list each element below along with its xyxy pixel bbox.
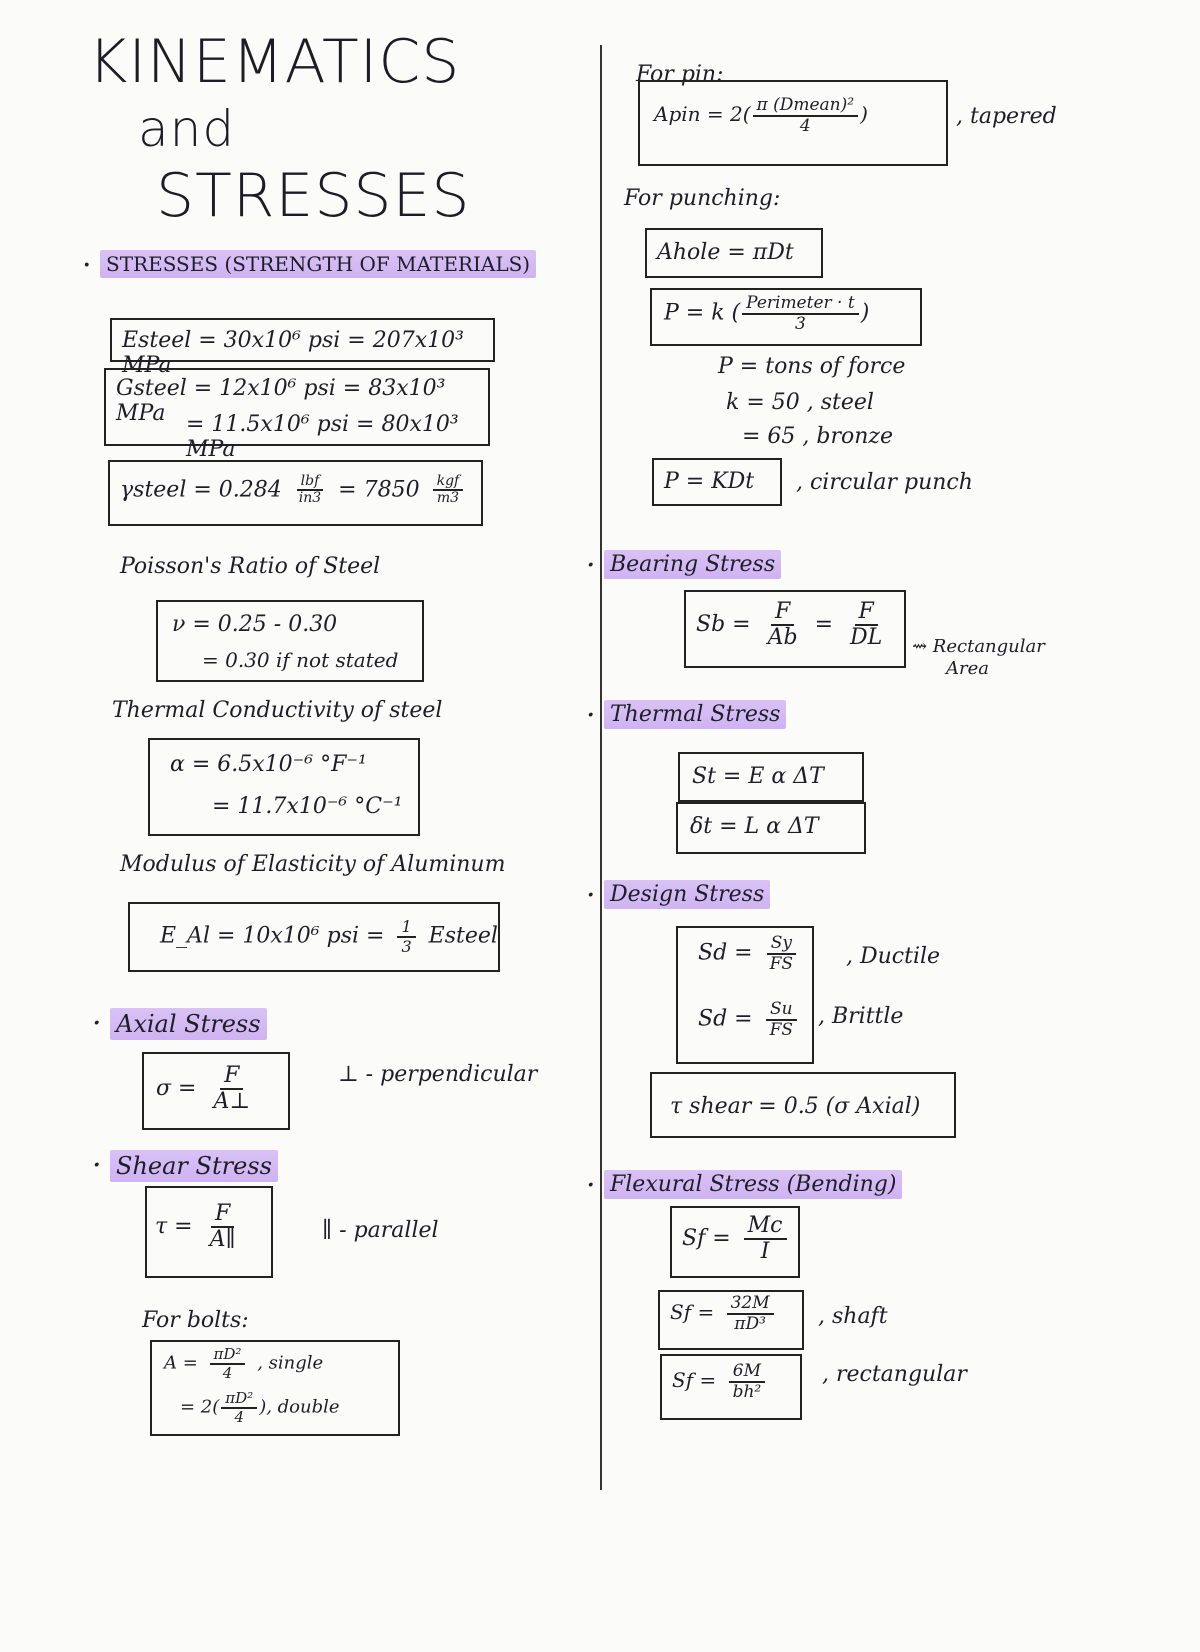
gamma-steel-text: γsteel = 0.284 $\frac{\text{lbf}}{in3}$ = 7850 $\frac{\text{kgf}}{m3}$ xyxy=(120,474,469,507)
modulus-label: Modulus of Elasticity of Aluminum xyxy=(120,852,506,877)
flex-2-box xyxy=(658,1290,804,1350)
bearing-box xyxy=(684,590,906,668)
thermal-dt-box xyxy=(676,802,866,854)
p-box xyxy=(650,288,922,346)
flex-3-box xyxy=(660,1354,802,1420)
bearing-heading: · Bearing Stress xyxy=(604,552,781,577)
pin-label: For pin: xyxy=(636,62,724,87)
g-steel-text-2: = 11.5x10⁶ psi = 80x10³ MPa xyxy=(186,412,459,462)
g-steel-text-1: Gsteel = 12x10⁶ psi = 83x10³ MPa xyxy=(116,376,446,426)
thermal-dt-text: δt = L α ΔT xyxy=(690,814,819,839)
design-box xyxy=(676,926,814,1064)
bearing-note-2: Area xyxy=(946,658,989,679)
bolts-box xyxy=(150,1340,400,1436)
design-note-ductile: , Ductile xyxy=(846,944,941,969)
axial-box xyxy=(142,1052,290,1130)
poisson-text-1: ν = 0.25 - 0.30 xyxy=(172,612,338,637)
gamma-steel-box xyxy=(108,460,483,526)
p-def-2: k = 50 , steel xyxy=(726,390,874,415)
flex-3-formula: Sf = $\frac{6M}{\text{bh²}}$ xyxy=(672,1362,771,1401)
bearing-note-1: ⇝ Rectangular xyxy=(912,636,1045,657)
pin-formula: Apin = 2( $\frac{\text{π (Dmean)²}}{4}$ ) xyxy=(654,95,868,136)
axial-heading: · Axial Stress xyxy=(110,1010,267,1038)
thermal-text-2: = 11.7x10⁻⁶ °C⁻¹ xyxy=(212,794,403,819)
flex-1-formula: Sf = $\frac{Mc}{I}$ xyxy=(682,1214,793,1264)
e-steel-text: Esteel = 30x10⁶ psi = 207x10³ MPa xyxy=(122,328,464,378)
thermal-stress-heading: · Thermal Stress xyxy=(604,702,786,727)
thermal-st-box xyxy=(678,752,864,802)
thermal-st-text: St = E α ΔT xyxy=(692,764,824,789)
poisson-text-2: = 0.30 if not stated xyxy=(202,648,399,672)
shear-design-text: τ shear = 0.5 (σ Axial) xyxy=(670,1094,921,1119)
shear-note: ∥ - parallel xyxy=(322,1218,439,1243)
title-line2: STRESSES xyxy=(156,161,471,231)
shear-box xyxy=(145,1186,273,1278)
design-stress-heading: · Design Stress xyxy=(604,882,770,907)
thermal-label: Thermal Conductivity of steel xyxy=(112,698,443,723)
poisson-label: Poisson's Ratio of Steel xyxy=(120,554,381,579)
column-divider xyxy=(600,45,602,1490)
bolts-label: For bolts: xyxy=(142,1308,249,1333)
a-hole-box xyxy=(645,228,823,278)
p-circ-text: P = KDt xyxy=(664,469,755,494)
p-circ-box xyxy=(652,458,782,506)
e-steel-box xyxy=(110,318,495,378)
page-title xyxy=(88,27,518,231)
shear-heading: · Shear Stress xyxy=(110,1152,278,1180)
a-hole-text: Ahole = πDt xyxy=(657,240,794,265)
modulus-text: E_Al = 10x10⁶ psi = $\frac{1}{3}$ Esteel xyxy=(160,917,498,956)
shear-design-box xyxy=(650,1072,956,1138)
thermal-box xyxy=(148,738,420,836)
axial-formula: σ = $\frac{F}{A\perp}$ xyxy=(156,1063,251,1115)
title-line1: KINEMATICS xyxy=(88,27,461,97)
axial-note: ⊥ - perpendicular xyxy=(338,1062,538,1087)
title-and: and xyxy=(138,100,236,158)
design-note-brittle: , Brittle xyxy=(818,1004,904,1029)
shear-formula: τ = $\frac{F}{A\parallel}$ xyxy=(155,1201,236,1253)
g-steel-box xyxy=(104,368,490,462)
poisson-box xyxy=(156,600,424,682)
flex-1-box xyxy=(670,1206,800,1278)
p-def-1: P = tons of force xyxy=(718,354,906,379)
flex-2-formula: Sf = $\frac{32M}{\text{πD³}}$ xyxy=(670,1294,780,1333)
thermal-text-1: α = 6.5x10⁻⁶ °F⁻¹ xyxy=(170,752,367,777)
bolts-formula-2: = 2( $\frac{\text{πD²}}{4}$ ), double xyxy=(180,1389,340,1426)
flex-2-note: , shaft xyxy=(818,1304,888,1329)
flex-3-note: , rectangular xyxy=(822,1362,967,1387)
p-def-3: = 65 , bronze xyxy=(742,424,894,449)
p-circ-note: , circular punch xyxy=(796,470,973,495)
design-formula-2: Sd = $\frac{Su}{FS}$ xyxy=(698,1000,803,1039)
section-heading-stresses: · STRESSES (STRENGTH OF MATERIALS) xyxy=(100,252,536,276)
bearing-formula: Sb = $\frac{F}{Ab}$ = $\frac{F}{DL}$ xyxy=(696,599,883,651)
punching-label: For punching: xyxy=(624,186,781,211)
flexural-heading: · Flexural Stress (Bending) xyxy=(604,1172,902,1197)
p-formula: P = k ( $\frac{\text{Perimeter · t}}{3}$ ) xyxy=(664,293,870,334)
design-formula-1: Sd = $\frac{Sy}{FS}$ xyxy=(698,934,803,973)
modulus-box xyxy=(128,902,500,972)
bolts-formula-1: A = $\frac{\text{πD²}}{4}$ , single xyxy=(164,1345,324,1382)
pin-note: , tapered xyxy=(956,104,1057,129)
pin-box xyxy=(638,80,948,166)
